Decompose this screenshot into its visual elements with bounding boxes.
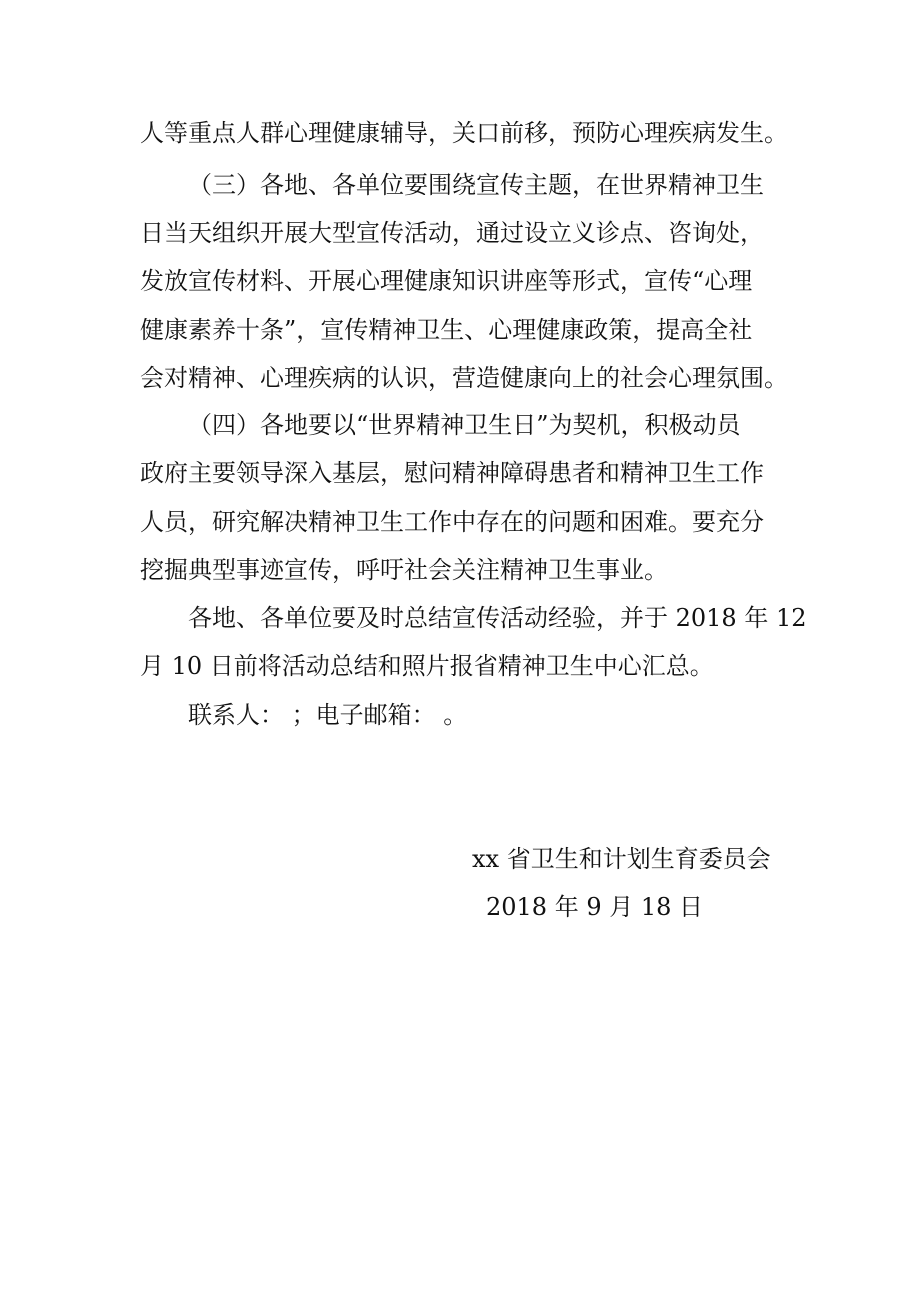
body-line: 日当天组织开展大型宣传活动，通过设立义诊点、咨询处，: [140, 219, 764, 247]
body-line: 发放宣传材料、开展心理健康知识讲座等形式，宣传“心理: [140, 267, 753, 295]
body-line: （四）各地要以“世界精神卫生日”为契机，积极动员: [188, 411, 741, 439]
body-line: （三）各地、各单位要围绕宣传主题，在世界精神卫生: [188, 171, 764, 199]
body-line: 政府主要领导深入基层，慰问精神障碍患者和精神卫生工作: [140, 459, 764, 487]
body-line: 挖掘典型事迹宣传，呼吁社会关注精神卫生事业。: [140, 556, 668, 584]
contact-line: 联系人： ；电子邮箱： 。: [188, 701, 468, 729]
signature-date: 2018 年 9 月 18 日: [486, 893, 704, 921]
body-line: 人等重点人群心理健康辅导，关口前移，预防心理疾病发生。: [140, 119, 788, 147]
body-line: 人员，研究解决精神卫生工作中存在的问题和困难。要充分: [140, 508, 764, 536]
signature-organization: xx 省卫生和计划生育委员会: [472, 845, 771, 873]
body-line: 会对精神、心理疾病的认识，营造健康向上的社会心理氛围。: [140, 364, 788, 392]
body-line: 月 10 日前将活动总结和照片报省精神卫生中心汇总。: [140, 652, 714, 680]
body-line: 健康素养十条”，宣传精神卫生、心理健康政策，提高全社: [140, 316, 753, 344]
body-line: 各地、各单位要及时总结宣传活动经验，并于 2018 年 12: [188, 604, 807, 632]
